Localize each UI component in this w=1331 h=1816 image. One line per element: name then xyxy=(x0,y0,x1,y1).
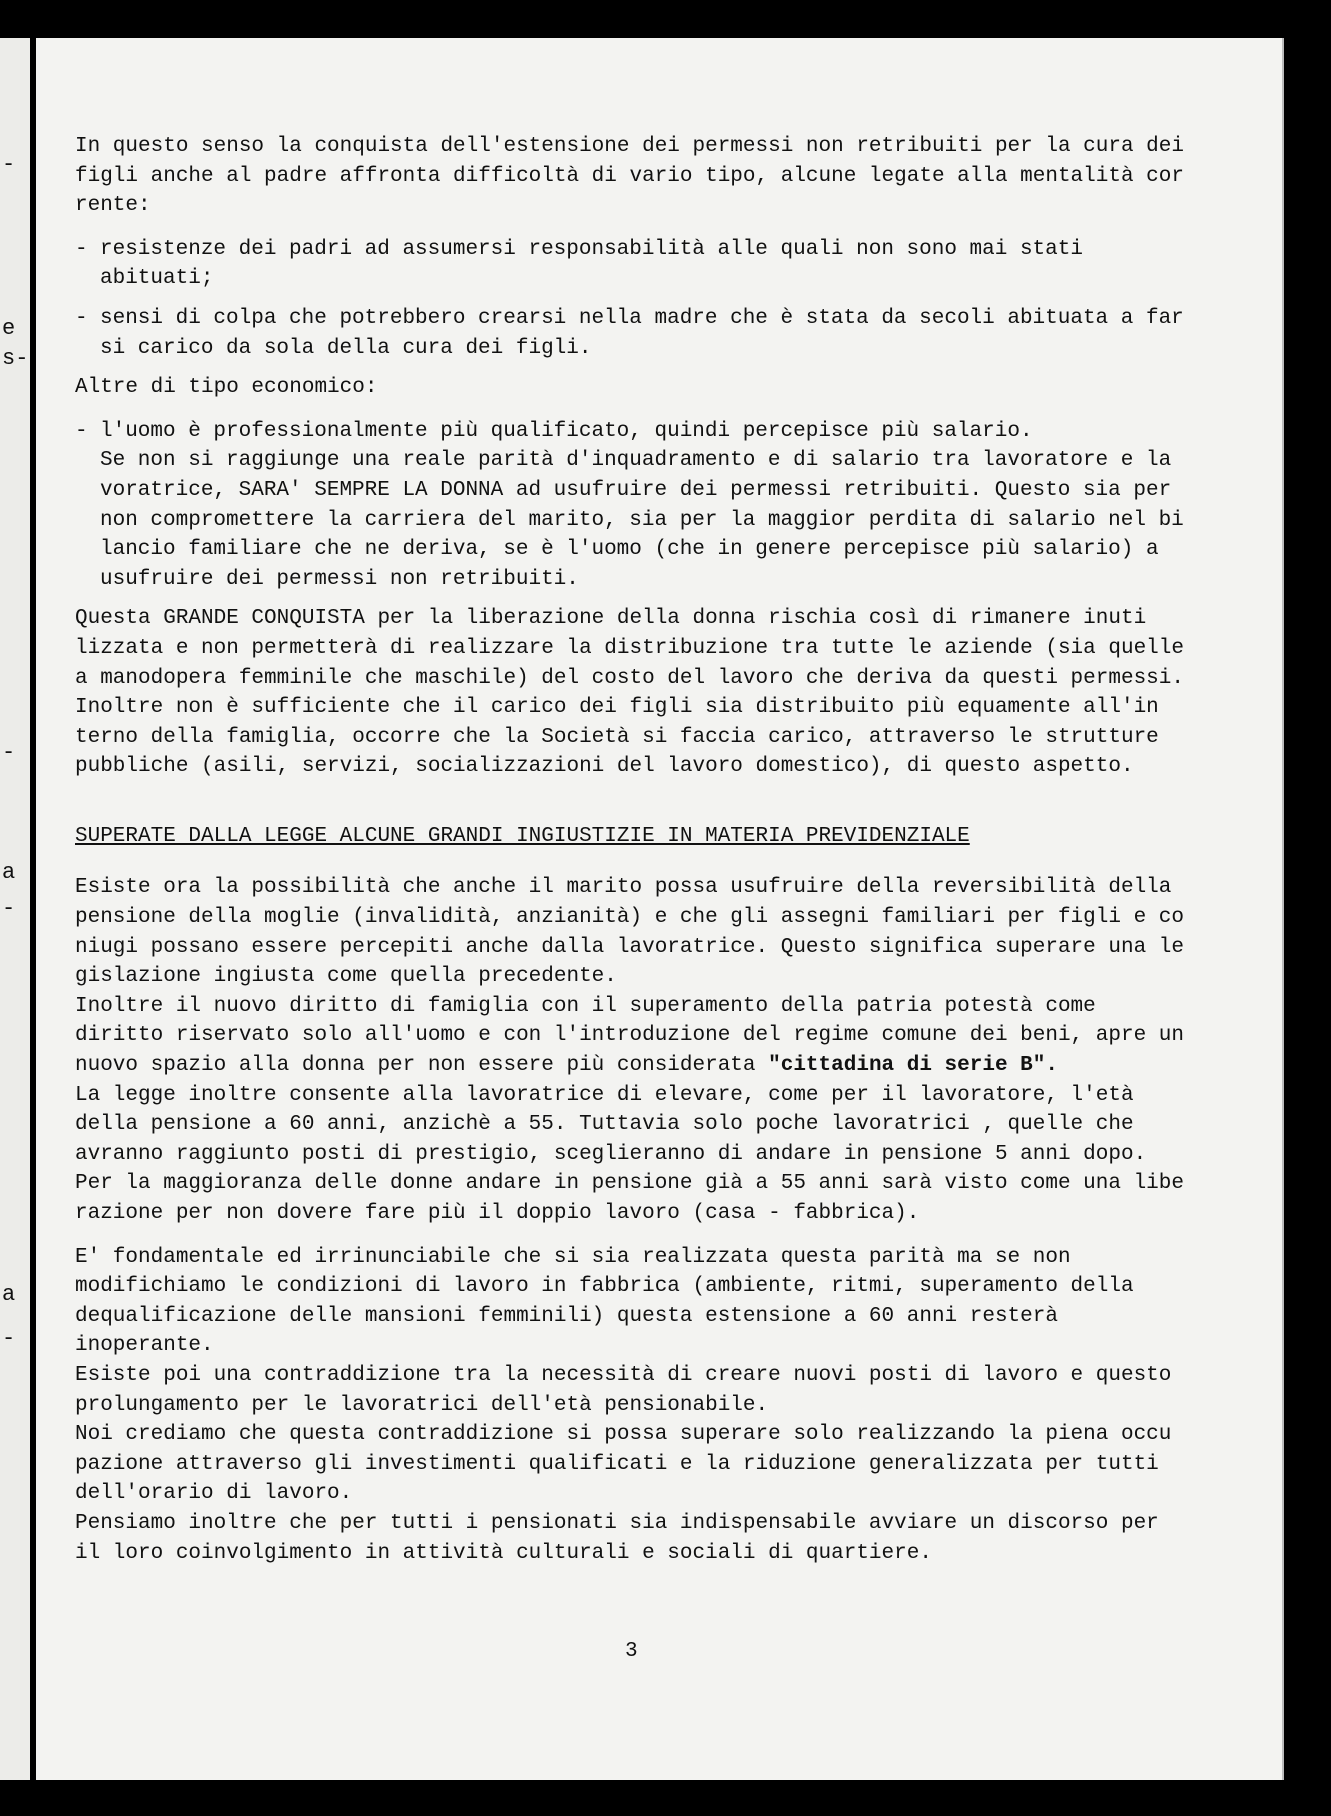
margin-fragment: s- xyxy=(2,346,29,371)
margin-fragment: a xyxy=(2,1282,16,1307)
page-edge-rule xyxy=(1282,38,1284,1780)
bullet-dash: - xyxy=(75,237,88,261)
bullet-item xyxy=(75,417,1195,595)
paragraph: E' fondamentale ed irrinunciabile che si sia realizzata questa parità ma se non modifichiamo le condizioni di lavoro in fabbrica (ambiente, ritmi, superamento della dequalificazione delle mansioni femminili) questa estensione a 60 anni resterà inoperante. xyxy=(75,1245,1134,1358)
paragraph: Altre di tipo economico: xyxy=(75,376,378,400)
paragraph: Questa GRANDE CONQUISTA per la liberazione della donna rischia così di rimanere inuti lizzata e non permetterà di realizzare la distribuzione tra tutte le aziende (sia quelle a manodopera femminile che maschile) del costo del lavoro che deriva da questi permessi. Inoltre non è sufficiente che il carico dei figli sia distribuito più equamente all'in terno della famiglia, occorre che la Società si faccia carico, attraverso le strutture pubbliche (asili, servizi, socializzazioni del lavoro domestico), di questo aspetto. xyxy=(75,607,1184,779)
paragraph: Pensiamo inoltre che per tutti i pensionati sia indispensabile avviare un discorso per il loro coinvolgimento in attività culturali e sociali di quartiere. xyxy=(75,1511,1159,1565)
bullet-item xyxy=(75,235,1195,294)
document-body xyxy=(75,132,1195,1568)
margin-fragment: - xyxy=(2,896,16,921)
bullet-dash: - xyxy=(75,419,88,443)
paragraph-text: Inoltre il nuovo diritto di famiglia con il superamento della patria potestà come diritto riservato solo all'uomo e con l'introduzione del regime comune dei beni, apre un nuovo spazio alla donna per non essere più considerata xyxy=(75,994,1184,1078)
section-heading: SUPERATE DALLA LEGGE ALCUNE GRANDI INGIUSTIZIE IN MATERIA PREVIDENZIALE xyxy=(75,824,970,848)
margin-fragment: - xyxy=(2,1326,16,1351)
paragraph: Per la maggioranza delle donne andare in pensione già a 55 anni sarà visto come una libe razione per non dovere fare più il doppio lavoro (casa - fabbrica). xyxy=(75,1172,1184,1225)
margin-fragment: e xyxy=(2,316,16,341)
page-number: 3 xyxy=(625,1640,638,1663)
paragraph: In questo senso la conquista dell'estensione dei permessi non retribuiti per la cura dei figli anche al padre affronta difficoltà di vario tipo, alcune legate alla mentalità cor rente: xyxy=(75,135,1184,218)
bullet-text: sensi di colpa che potrebbero crearsi nella madre che è stata da secoli abituata a far si carico da sola della cura dei figli. xyxy=(100,306,1184,360)
margin-fragment: - xyxy=(2,740,16,765)
bullet-text: l'uomo è professionalmente più qualificato, quindi percepisce più salario. xyxy=(100,419,1033,443)
bullet-text: resistenze dei padri ad assumersi responsabilità alle quali non sono mai stati abituati; xyxy=(100,237,1083,291)
bullet-item xyxy=(75,304,1195,363)
bullet-dash: - xyxy=(75,306,88,330)
bullet-text: Se non si raggiunge una reale parità d'inquadramento e di salario tra lavoratore e la voratrice, SARA' SEMPRE LA DONNA ad usufruire dei permessi retribuiti. Questo sia per non compromettere la carriera del marito, sia per la maggior perdita di salario nel bi lancio familiare che ne deriva, se è l'uomo (che in genere percepisce più salario) a usufruire dei permessi non retribuiti. xyxy=(100,449,1184,591)
paragraph: Noi crediamo che questa contraddizione si possa superare solo realizzando la piena occu pazione attraverso gli investimenti qualificati e la riduzione generalizzata per tutti dell'orario di lavoro. xyxy=(75,1423,1172,1506)
paragraph: Esiste poi una contraddizione tra la necessità di creare nuovi posti di lavoro e questo prolungamento per le lavoratrici dell'età pensionabile. xyxy=(75,1363,1172,1417)
margin-fragment: - xyxy=(2,152,16,177)
paragraph: Esiste ora la possibilità che anche il marito possa usufruire della reversibilità della pensione della moglie (invalidità, anzianità) e che gli assegni familiari per figli e co niugi possano essere percepiti anche dalla lavoratrice. Questo significa superare una le gislazione ingiusta come quella precedente. xyxy=(75,876,1184,989)
margin-fragment: a xyxy=(2,860,16,885)
paragraph: La legge inoltre consente alla lavoratrice di elevare, come per il lavoratore, l'età della pensione a 60 anni, anzichè a 55. Tuttavia solo poche lavoratrici , quelle che avranno raggiunto posti di prestigio, sceglieranno di andare in pensione 5 anni dopo. xyxy=(75,1083,1147,1166)
bold-text: "cittadina di serie B". xyxy=(768,1054,1058,1078)
paragraph xyxy=(75,992,1195,1081)
